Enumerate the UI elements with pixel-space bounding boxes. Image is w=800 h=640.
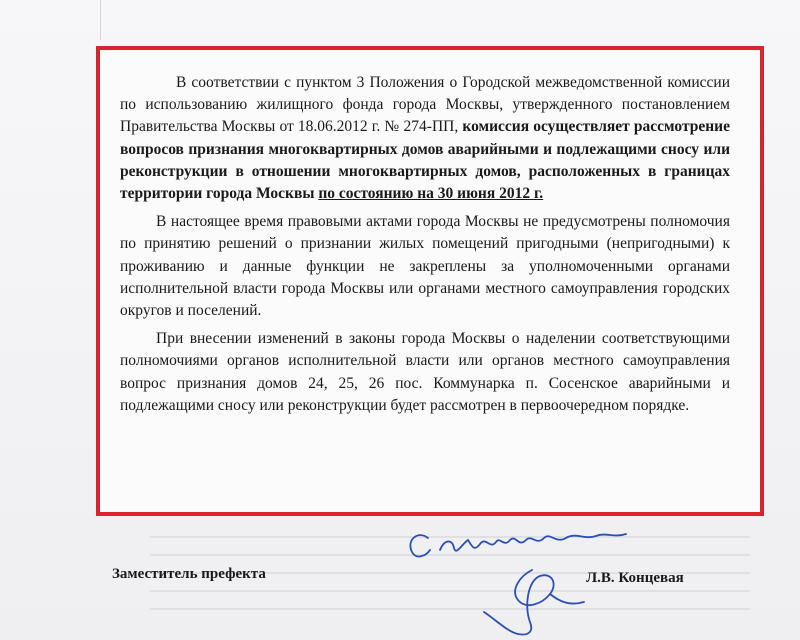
- signatory-position: Заместитель префекта: [112, 566, 266, 582]
- paragraph-1-bold: комиссия осуществляет рассмотрение вопросов признания многоквартирных домов аварийными и подлежащими сносу или реконструкции в отношении многоквартирных домов, расположенных в границах территории города Москвы: [120, 118, 730, 203]
- paragraph-3: При внесении изменений в законы города Москвы о наделении соответствующими полномочиями органов исполнительной власти или органов местного самоуправления вопрос признания домов 24, 25, 26 пос. Коммунарка п. Сосенское аварийными и подлежащими сносу или реконструкции будет рассмотрен в первоочередном порядке.: [120, 330, 730, 414]
- signatory-name: Л.В. Концевая: [586, 570, 684, 586]
- paragraph-1-intro: В соответствии с пунктом 3 Положения о Городской межведомственной комиссии по использованию жилищного фонда города Москвы, утвержденного постановлением Правительства Москвы от 18.06.2012 г. № 274-ПП,: [120, 74, 730, 136]
- highlight-frame: [96, 46, 764, 516]
- paragraph-2: В настоящее время правовыми актами города Москвы не предусмотрены полномочия по принятию решений о признании жилых помещений пригодными (непригодными) к проживанию и данные функции не закреплены за уполномоченными органами исполнительной власти города Москвы или органами местного самоуправления городских округов и поселений.: [120, 213, 730, 320]
- letter-body: [120, 72, 730, 423]
- paragraph-1: [120, 72, 730, 205]
- paragraph-1-underlined: по состоянию на 30 июня 2012 г.: [318, 185, 544, 203]
- handwritten-signature: [400, 510, 640, 640]
- fold-line: [100, 0, 101, 40]
